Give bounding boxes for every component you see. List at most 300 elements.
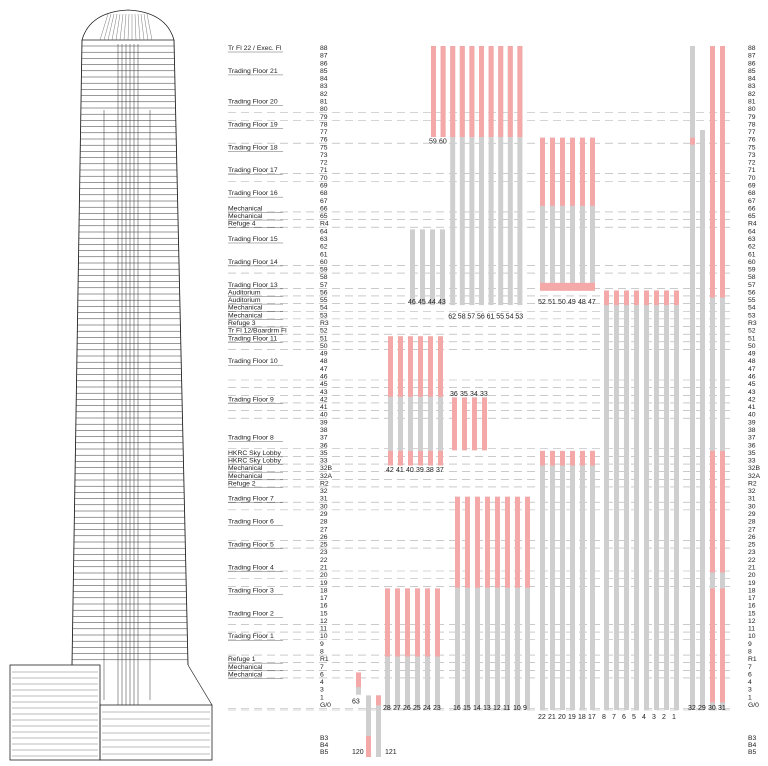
elevator-shaft — [580, 451, 585, 710]
floor-number-left: 26 — [320, 533, 328, 541]
elevator-shaft — [570, 451, 575, 710]
elevator-car-label: 31 — [718, 705, 726, 712]
floor-number-left: R4 — [320, 220, 329, 228]
elevator-served-zone — [376, 695, 381, 705]
elevator-served-zone — [498, 46, 503, 137]
elevator-served-zone — [428, 336, 433, 396]
floor-name-label: Trading Floor 3 — [228, 587, 274, 595]
elevator-served-zone — [418, 336, 423, 396]
floor-number-left: 52 — [320, 327, 328, 335]
elevator-car-label: 12 — [493, 705, 501, 712]
floor-number-left: R2 — [320, 480, 329, 488]
elevator-served-zone — [408, 336, 413, 396]
floor-name-label: Trading Floor 8 — [228, 434, 274, 442]
elevator-served-zone — [634, 290, 639, 305]
floor-number-left: 70 — [320, 174, 328, 182]
floor-name-label: Trading Floor 6 — [228, 518, 274, 526]
elevator-car-label: 45 — [418, 299, 426, 307]
floor-number-right: 72 — [748, 159, 756, 167]
elevator-car-label: 19 — [568, 714, 576, 721]
floor-number-right: 67 — [748, 197, 756, 205]
elevator-served-zone — [385, 588, 390, 656]
elevator-served-zone — [438, 451, 443, 466]
elevator-served-zone — [388, 451, 393, 466]
floor-number-right: 51 — [748, 335, 756, 343]
floor-number-right: 55 — [748, 297, 756, 305]
elevator-served-zone — [398, 451, 403, 466]
floor-name-label: Mechanical — [228, 472, 263, 480]
elevator-car-label: 55 — [496, 313, 504, 321]
floor-number-left: 61 — [320, 251, 328, 259]
floor-number-right: 81 — [748, 98, 756, 106]
elevator-car-label: 54 — [505, 313, 514, 321]
elevator-served-zone — [525, 497, 530, 588]
elevator-served-zone — [664, 290, 669, 305]
elevator-served-zone — [550, 138, 555, 206]
elevator-car-label: 46 — [408, 299, 416, 307]
elevator-served-zone — [710, 588, 715, 702]
floor-number-left: 4 — [320, 679, 324, 687]
floor-number-left: 15 — [320, 610, 328, 618]
elevator-served-zone — [560, 138, 565, 206]
floor-number-right: 15 — [748, 610, 756, 618]
floor-name-label: Trading Floor 7 — [228, 495, 274, 503]
elevator-car-label: 53 — [515, 313, 524, 321]
elevator-car-label: 20 — [558, 714, 566, 721]
elevator-shaft — [690, 46, 695, 710]
floor-number-left: 84 — [320, 75, 328, 83]
floor-number-left: 59 — [320, 266, 328, 274]
floor-number-right: 58 — [748, 274, 756, 282]
elevator-served-zone — [450, 46, 455, 137]
floor-number-left: 27 — [320, 526, 328, 534]
floor-name-label: Mechanical — [228, 205, 263, 213]
elevator-car-label: 63 — [352, 698, 360, 706]
floor-number-right: 16 — [748, 602, 756, 610]
elevator-served-zone — [580, 138, 585, 206]
floor-number-left: 48 — [320, 358, 328, 366]
elevator-car-label: 62 — [448, 313, 456, 321]
floor-number-right: 1 — [748, 694, 752, 702]
floor-number-left: 46 — [320, 373, 328, 381]
elevator-served-zone — [720, 46, 725, 297]
floor-name-label: Trading Floor 13 — [228, 281, 278, 289]
elevator-served-zone — [580, 451, 585, 466]
elevator-served-zone — [489, 46, 494, 137]
floor-number-right: 41 — [748, 404, 756, 412]
floor-name-label: Trading Floor 16 — [228, 190, 278, 198]
floor-number-left: 64 — [320, 228, 328, 236]
floor-number-right: 22 — [748, 556, 756, 564]
floor-number-left: 57 — [320, 281, 328, 289]
elevator-car-label: 48 — [578, 299, 586, 307]
floor-number-left: 37 — [320, 434, 328, 442]
floor-number-left: 17 — [320, 595, 328, 603]
floor-number-left: 77 — [320, 129, 328, 137]
floor-number-right: 3 — [748, 686, 752, 694]
elevator-shaft — [644, 290, 649, 710]
floor-number-right: 27 — [748, 526, 756, 534]
floor-number-right: 75 — [748, 144, 756, 152]
elevator-served-zone — [405, 588, 410, 656]
floor-number-left: B4 — [320, 742, 329, 749]
floor-number-right: B4 — [748, 742, 757, 749]
elevator-shaft — [654, 290, 659, 710]
floor-number-left: 10 — [320, 633, 328, 641]
floor-number-left: 20 — [320, 572, 328, 580]
elevator-shaft — [700, 130, 705, 710]
floor-name-label: Trading Floor 10 — [228, 358, 278, 366]
floor-number-left: 85 — [320, 67, 328, 75]
floor-number-left: 32 — [320, 488, 328, 496]
elevator-served-zone — [462, 397, 467, 450]
floor-number-right: 65 — [748, 213, 756, 221]
elevator-shaft — [410, 229, 415, 305]
floor-number-right: R4 — [748, 220, 757, 228]
elevator-shaft — [440, 229, 445, 305]
floor-name-label: Trading Floor 1 — [228, 633, 274, 641]
floor-number-left: 56 — [320, 289, 328, 297]
floor-number-right: 25 — [748, 541, 756, 549]
floor-number-right: 84 — [748, 75, 756, 83]
floor-number-left: 68 — [320, 190, 328, 198]
floor-name-label: Trading Floor 4 — [228, 564, 274, 572]
floor-number-left: 9 — [320, 640, 324, 648]
floor-number-left: 72 — [320, 159, 328, 167]
floor-name-label: HKRC Sky Lobby — [228, 449, 281, 457]
floor-name-label: Refuge 4 — [228, 220, 256, 228]
floor-number-right: 48 — [748, 358, 756, 366]
floor-number-left: B3 — [320, 735, 329, 742]
floor-name-label: Trading Floor 15 — [228, 235, 278, 243]
elevator-car-label: 58 — [457, 313, 466, 321]
floor-number-right: R2 — [748, 480, 757, 488]
floor-name-label: Mechanical — [228, 213, 263, 221]
floor-number-left: 76 — [320, 136, 328, 144]
elevator-served-zone — [479, 46, 484, 137]
floor-number-right: 32A — [748, 472, 761, 480]
floor-number-right: 4 — [748, 679, 752, 687]
floor-number-right: 49 — [748, 350, 756, 358]
floor-number-right: 21 — [748, 564, 756, 572]
floor-number-right: 35 — [748, 449, 756, 457]
floor-number-right: 33 — [748, 457, 756, 465]
floor-number-left: 38 — [320, 426, 328, 434]
elevator-car-label: 57 — [467, 313, 476, 321]
elevator-car-label: 25 — [413, 705, 421, 712]
elevator-car-label: 59 — [429, 138, 437, 146]
floor-number-right: 87 — [748, 52, 756, 60]
floor-name-label: Auditorium — [228, 297, 261, 305]
floor-number-right: 62 — [748, 243, 756, 251]
elevator-served-zone — [438, 336, 443, 396]
elevator-car-label: 39 — [416, 467, 424, 475]
elevator-served-zone — [452, 397, 457, 450]
elevator-served-zone — [435, 588, 440, 656]
floor-number-left: 63 — [320, 235, 328, 243]
floor-number-right: 39 — [748, 419, 756, 427]
elevator-served-zone — [415, 588, 420, 656]
floor-number-left: 75 — [320, 144, 328, 152]
floor-name-label: Trading Floor 19 — [228, 121, 278, 129]
floor-number-left: 21 — [320, 564, 328, 572]
floor-number-right: 69 — [748, 182, 756, 190]
floor-number-left: 53 — [320, 312, 328, 320]
elevator-shaft — [550, 451, 555, 710]
elevator-car-label: 35 — [460, 390, 468, 398]
floor-number-left: R1 — [320, 656, 329, 664]
elevator-car-label: 26 — [403, 705, 411, 712]
floor-number-right: 59 — [748, 266, 756, 274]
floor-number-left: 87 — [320, 52, 328, 60]
elevator-car-label: 37 — [436, 467, 444, 475]
elevator-served-zone — [540, 138, 545, 206]
floor-name-label: Trading Floor 18 — [228, 144, 278, 152]
floor-number-right: R3 — [748, 320, 757, 328]
floor-number-left: 25 — [320, 541, 328, 549]
floor-number-right: 73 — [748, 151, 756, 159]
floor-name-label: Trading Floor 2 — [228, 610, 274, 618]
floor-name-label: Tr Fl 22 / Exec. Fl — [228, 45, 282, 52]
floor-number-left: 33 — [320, 457, 328, 465]
elevator-served-zone — [408, 451, 413, 466]
floor-number-left: 88 — [320, 45, 328, 52]
elevator-served-zone — [460, 46, 465, 137]
floor-number-left: 7 — [320, 663, 324, 671]
floor-number-right: 63 — [748, 235, 756, 243]
floor-number-right: 46 — [748, 373, 756, 381]
floor-number-left: 79 — [320, 113, 328, 121]
floor-number-right: 32 — [748, 488, 756, 496]
elevator-car-label: 42 — [386, 467, 394, 475]
elevator-shaft — [540, 451, 545, 710]
elevator-car-label: 36 — [450, 390, 458, 398]
elevator-shaft — [674, 290, 679, 710]
floor-number-right: 50 — [748, 342, 756, 350]
elevator-car-label: 29 — [698, 705, 706, 712]
floor-number-right: B5 — [748, 749, 757, 756]
floor-number-left: 35 — [320, 449, 328, 457]
elevator-car-label: 60 — [439, 138, 447, 146]
elevator-served-zone — [475, 497, 480, 588]
elevator-served-zone — [469, 46, 474, 137]
floor-number-right: 31 — [748, 495, 756, 503]
floor-number-right: 18 — [748, 587, 756, 595]
floor-number-left: 18 — [320, 587, 328, 595]
elevator-car-label: 2 — [662, 714, 666, 721]
floor-name-label: Trading Floor 14 — [228, 258, 278, 266]
floor-name-label: Mechanical — [228, 312, 263, 320]
elevator-served-zone — [690, 138, 695, 145]
floor-number-left: 69 — [320, 182, 328, 190]
elevator-shaft — [430, 229, 435, 305]
floor-number-left: 12 — [320, 617, 328, 625]
floor-number-right: 43 — [748, 388, 756, 396]
floor-number-left: 8 — [320, 648, 324, 656]
elevator-car-label: 3 — [652, 714, 656, 721]
elevator-served-zone — [654, 290, 659, 305]
floor-number-right: 80 — [748, 106, 756, 114]
elevator-served-zone — [710, 46, 715, 297]
floor-number-left: 62 — [320, 243, 328, 251]
floor-name-label: HKRC Sky Lobby — [228, 457, 281, 465]
floor-name-label: Trading Floor 20 — [228, 98, 278, 106]
floor-number-right: 7 — [748, 663, 752, 671]
floor-name-label: Mechanical — [228, 465, 263, 473]
elevator-served-zone — [485, 497, 490, 588]
floor-number-left: B5 — [320, 749, 329, 756]
floor-number-left: 28 — [320, 518, 328, 526]
floor-number-left: 31 — [320, 495, 328, 503]
elevator-served-zone — [604, 290, 609, 305]
floor-number-right: 66 — [748, 205, 756, 213]
elevator-car-label: 15 — [463, 705, 471, 712]
floor-number-left: 11 — [320, 625, 328, 633]
elevator-car-label: 24 — [423, 705, 431, 712]
elevator-car-label: 7 — [612, 714, 616, 721]
floor-number-right: 36 — [748, 442, 756, 450]
floor-name-label: Trading Floor 17 — [228, 167, 278, 175]
floor-number-left: 51 — [320, 335, 328, 343]
floor-number-right: 68 — [748, 190, 756, 198]
floor-number-right: 70 — [748, 174, 756, 182]
elevator-shaft — [664, 290, 669, 710]
floor-number-right: 82 — [748, 90, 756, 98]
floor-number-left: 73 — [320, 151, 328, 159]
elevator-served-zone — [570, 138, 575, 206]
elevator-car-label: 5 — [632, 714, 636, 721]
floor-name-label: Tr Fl 12/Boardrm Fl — [228, 327, 287, 335]
floor-number-left: 42 — [320, 396, 328, 404]
floor-name-label: Auditorium — [228, 289, 261, 297]
floor-number-left: 40 — [320, 411, 328, 419]
floor-number-right: 61 — [748, 251, 756, 259]
elevator-served-zone — [356, 672, 361, 687]
elevator-served-zone — [614, 290, 619, 305]
elevator-served-zone — [455, 497, 460, 588]
elevator-car-label: 120 — [352, 749, 364, 756]
elevator-car-label: 27 — [393, 705, 401, 712]
elevator-car-label: 38 — [426, 467, 434, 475]
elevator-car-label: 14 — [473, 705, 481, 712]
elevator-served-zone — [441, 46, 446, 137]
floor-number-left: 86 — [320, 60, 328, 68]
elevator-car-label: 52 — [538, 299, 546, 307]
floor-number-right: 47 — [748, 365, 756, 373]
elevator-served-zone — [720, 588, 725, 702]
elevator-served-zone — [398, 336, 403, 396]
floor-number-right: 56 — [748, 289, 756, 297]
floor-number-left: 41 — [320, 404, 328, 412]
elevator-car-label: 17 — [588, 714, 596, 721]
floor-name-label: Trading Floor 11 — [228, 335, 278, 343]
elevator-served-zone — [428, 451, 433, 466]
floor-number-left: 39 — [320, 419, 328, 427]
floor-name-label: Trading Floor 9 — [228, 396, 274, 404]
floor-number-left: 50 — [320, 342, 328, 350]
floor-number-right: 42 — [748, 396, 756, 404]
elevator-car-label: 8 — [602, 714, 606, 721]
elevator-car-label: 61 — [486, 313, 495, 321]
floor-number-right: 11 — [748, 625, 756, 633]
elevator-car-label: 9 — [523, 705, 527, 712]
elevator-served-zone — [710, 451, 715, 573]
elevator-served-zone — [590, 138, 595, 206]
elevator-shaft — [624, 290, 629, 710]
floor-number-right: 37 — [748, 434, 756, 442]
elevator-served-zone — [366, 736, 371, 757]
elevator-served-zone — [425, 588, 430, 656]
floor-number-right: 54 — [748, 304, 756, 312]
elevator-served-zone — [624, 290, 629, 305]
elevator-shaft — [590, 451, 595, 710]
elevator-served-zone — [674, 290, 679, 305]
floor-number-left: 1 — [320, 694, 324, 702]
floor-number-left: 54 — [320, 304, 328, 312]
floor-number-right: 77 — [748, 129, 756, 137]
elevator-car-label: 21 — [548, 714, 556, 721]
floor-number-right: 20 — [748, 572, 756, 580]
floor-number-right: 85 — [748, 67, 756, 75]
floor-number-right: 17 — [748, 595, 756, 603]
elevator-car-label: 32 — [688, 705, 696, 712]
floor-number-right: 26 — [748, 533, 756, 541]
floor-number-right: 78 — [748, 121, 756, 129]
floor-number-right: 83 — [748, 83, 756, 91]
elevator-served-zone — [720, 451, 725, 573]
elevator-car-label: 28 — [383, 705, 391, 712]
floor-number-left: 82 — [320, 90, 328, 98]
floor-name-label: Mechanical — [228, 671, 263, 679]
elevator-served-zone — [472, 397, 477, 450]
elevator-served-zone — [465, 497, 470, 588]
floor-number-left: 16 — [320, 602, 328, 610]
elevator-car-label: 11 — [503, 705, 511, 712]
floor-number-right: B3 — [748, 735, 757, 742]
elevator-served-zone — [505, 497, 510, 588]
floor-number-left: 81 — [320, 98, 328, 106]
floor-number-left: 30 — [320, 503, 328, 511]
floor-number-right: 38 — [748, 426, 756, 434]
floor-number-left: 23 — [320, 549, 328, 557]
floor-number-right: 79 — [748, 113, 756, 121]
elevator-car-label: 6 — [622, 714, 626, 721]
floor-name-label: Mechanical — [228, 304, 263, 312]
floor-number-left: 71 — [320, 167, 328, 175]
floor-number-right: 9 — [748, 640, 752, 648]
floor-number-left: 55 — [320, 297, 328, 305]
floor-number-right: 71 — [748, 167, 756, 175]
elevator-shaft — [614, 290, 619, 710]
floor-number-right: R1 — [748, 656, 757, 664]
floor-number-left: 3 — [320, 686, 324, 694]
floor-number-left: 6 — [320, 671, 324, 679]
elevator-car-label: 18 — [578, 714, 586, 721]
floor-number-left: 66 — [320, 205, 328, 213]
elevator-car-label: 49 — [568, 299, 576, 307]
floor-number-right: 40 — [748, 411, 756, 419]
floor-number-right: 88 — [748, 45, 756, 52]
floor-number-right: 76 — [748, 136, 756, 144]
floor-number-left: 60 — [320, 258, 328, 266]
elevator-car-label: 22 — [538, 714, 546, 721]
floor-number-right: 45 — [748, 381, 756, 389]
elevator-served-zone — [570, 451, 575, 466]
elevator-served-zone — [482, 397, 487, 450]
floor-name-label: Refuge 1 — [228, 656, 256, 664]
elevator-car-label: 4 — [642, 714, 646, 721]
elevator-car-label: 56 — [477, 313, 485, 321]
